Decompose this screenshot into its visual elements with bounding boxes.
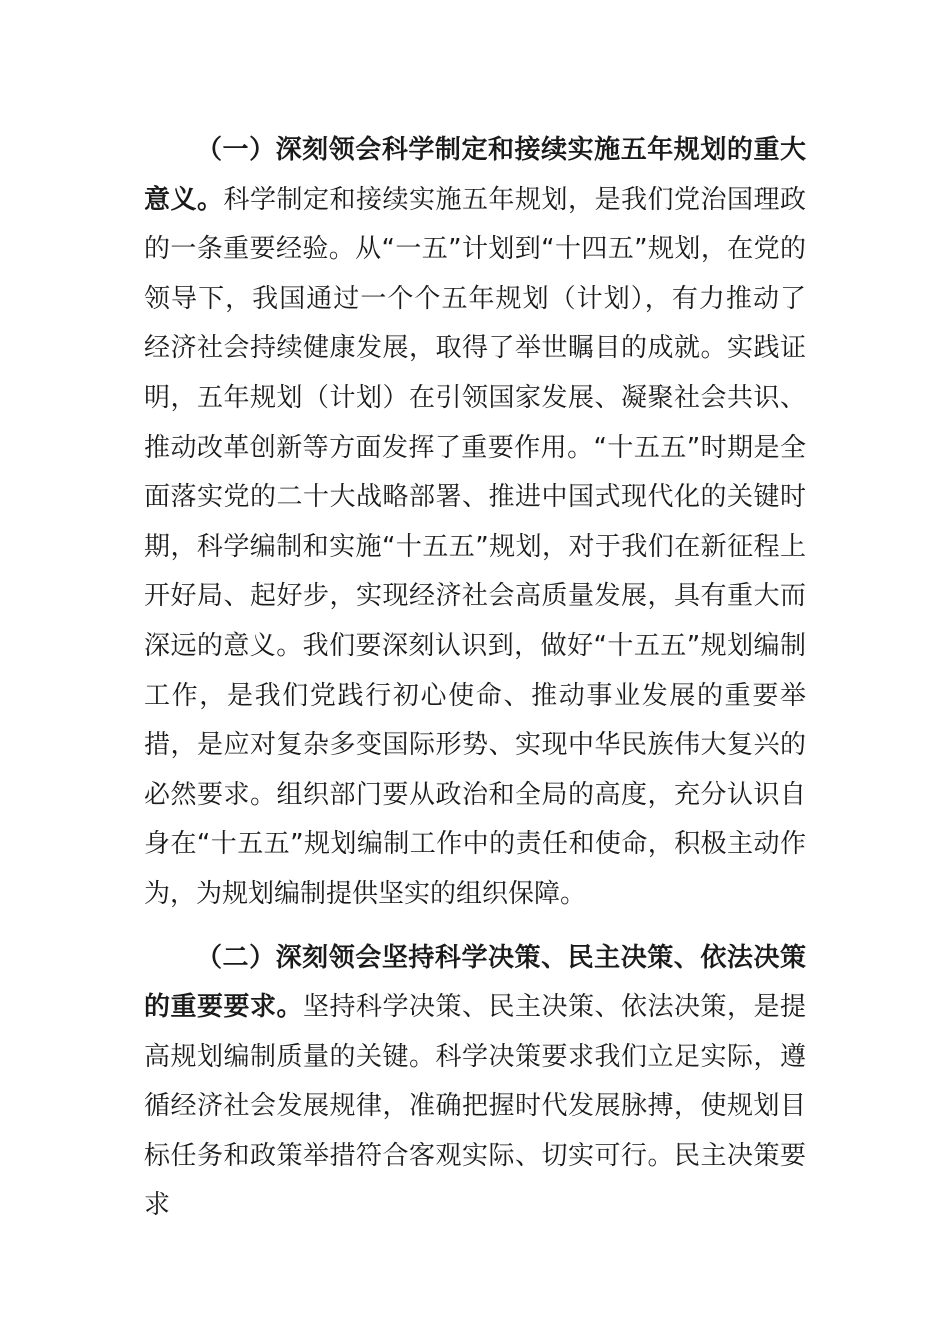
paragraph-2-text: 坚持科学决策、民主决策、依法决策，是提高规划编制质量的关键。科学决策要求我们立足实际，遵循经济社会发展规律，准确把握时代发展脉搏，使规划目标任务和政策举措符合客观实际、切实可行。民主决策要求 — [144, 992, 806, 1221]
paragraph-2 — [144, 934, 806, 1232]
document-body — [144, 126, 806, 1231]
paragraph-1-text: 科学制定和接续实施五年规划，是我们党治国理政的一条重要经验。从“一五”计划到“十四五”规划，在党的领导下，我国通过一个个五年规划（计划），有力推动了经济社会持续健康发展，取得了举世瞩目的成就。实践证明，五年规划（计划）在引领国家发展、凝聚社会共识、推动改革创新等方面发挥了重要作用。“十五五”时期是全面落实党的二十大战略部署、推进中国式现代化的关键时期，科学编制和实施“十五五”规划，对于我们在新征程上开好局、起好步，实现经济社会高质量发展，具有重大而深远的意义。我们要深刻认识到，做好“十五五”规划编制工作，是我们党践行初心使命、推动事业发展的重要举措，是应对复杂多变国际形势、实现中华民族伟大复兴的必然要求。组织部门要从政治和全局的高度，充分认识自身在“十五五”规划编制工作中的责任和使命，积极主动作为，为规划编制提供坚实的组织保障。 — [144, 184, 806, 909]
paragraph-1-heading: （一）深刻领会科学制定和接续实施五年规划的重大意义。 — [144, 135, 806, 215]
paragraph-1 — [144, 126, 806, 920]
paragraph-2-heading: （二）深刻领会坚持科学决策、民主决策、依法决策的重要要求。 — [144, 942, 806, 1023]
